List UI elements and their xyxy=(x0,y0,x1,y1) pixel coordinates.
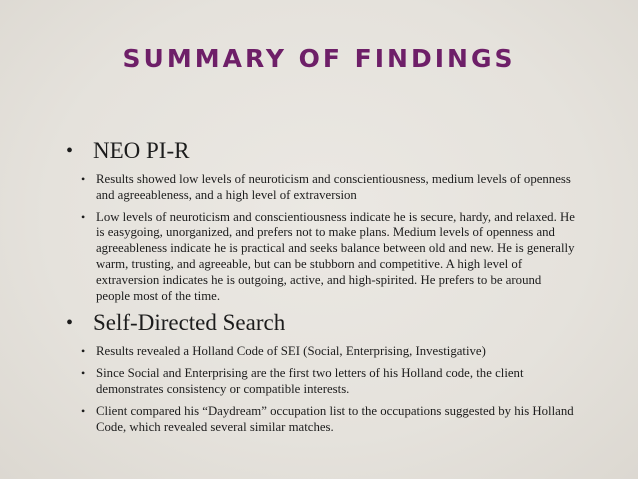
section-heading: • NEO PI-R xyxy=(66,138,576,164)
sub-bullet: • Results showed low levels of neuroticism and conscientiousness, medium levels of openness and agreeableness, and a high level of extraversion xyxy=(66,172,576,204)
section-heading: • Self-Directed Search xyxy=(66,310,576,336)
sub-bullet-list xyxy=(66,172,576,304)
slide-title: SUMMARY OF FINDINGS xyxy=(122,44,516,73)
sub-bullet: • Low levels of neuroticism and conscientiousness indicate he is secure, hardy, and relaxed. He is easygoing, unorganized, and prefers not to make plans. Medium levels of openness and agreeableness indicate he is practical and seeks balance between old and new. He is generally warm, trusting, and agreeable, but can be stubborn and competitive. A high level of extraversion indicates he is outgoing, active, and high-spirited. He prefers to be around people most of the time. xyxy=(66,210,576,305)
sub-bullet: • Results revealed a Holland Code of SEI (Social, Enterprising, Investigative) xyxy=(66,344,576,360)
section-self-directed-search xyxy=(66,310,576,435)
section-neo-pi-r xyxy=(66,138,576,304)
sub-bullet: • Client compared his “Daydream” occupation list to the occupations suggested by his Holland Code, which revealed several similar matches. xyxy=(66,404,576,436)
slide-content xyxy=(66,138,576,441)
sub-bullet-list xyxy=(66,344,576,435)
sub-bullet: • Since Social and Enterprising are the first two letters of his Holland code, the client demonstrates consistency or compatible interests. xyxy=(66,366,576,398)
